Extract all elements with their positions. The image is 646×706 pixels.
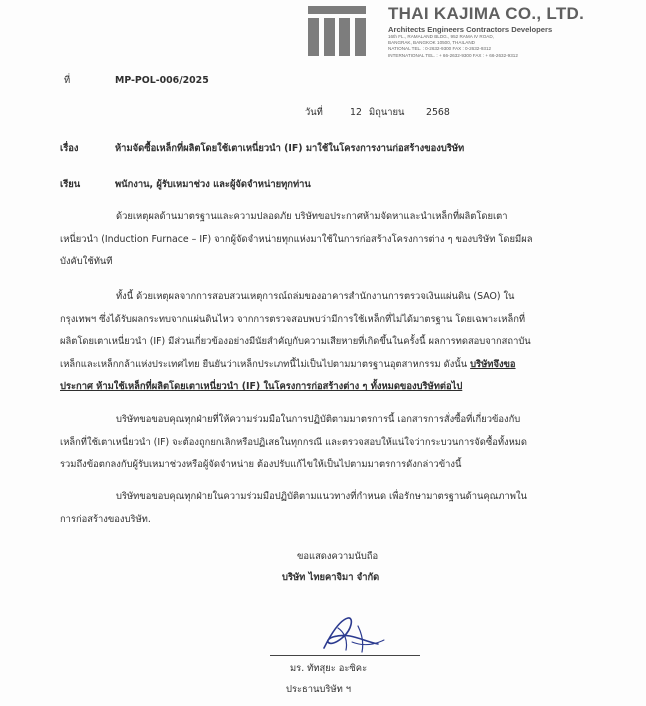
paragraph-line: บริษัทขอขอบคุณทุกฝ่ายที่ให้ความร่วมมือในการปฏิบัติตามมาตรการนี้ เอกสารการสั่งซื้อที่เกี่ยวข้องกับ (116, 414, 521, 425)
ref-label: ที่ (64, 75, 71, 86)
date-month: มิถุนายน (369, 107, 405, 118)
paragraph-line (60, 354, 531, 377)
paragraph-text: เหล็กและเหล็กกล้าแห่งประเทศไทย ยืนยันว่าเหล็กประเภทนี้ไม่เป็นไปตามมาตรฐานอุตสาหกรรม ดังนั้น (60, 358, 468, 370)
date-day: 12 (350, 107, 362, 118)
closing-regards: ขอแสดงความนับถือ (297, 551, 379, 562)
closing-company: บริษัท ไทยคาจิมา จำกัด (282, 572, 380, 583)
paragraph-1 (60, 206, 532, 274)
signature-line (270, 655, 420, 656)
paragraph-4 (60, 486, 527, 531)
paragraph-line: กรุงเทพฯ ซึ่งได้รับผลกระทบจากแผ่นดินไหว จากการตรวจสอบพบว่ามีการใช้เหล็กที่ไม่ได้มาตรฐาน โดยเฉพาะเหล็กที่ (60, 313, 526, 325)
ref-number: MP-POL-006/2025 (115, 75, 209, 86)
paragraph-2 (60, 286, 531, 399)
company-logo (308, 6, 366, 56)
subject-text: ห้ามจัดซื้อเหล็กที่ผลิตโดยใช้เตาเหนี่ยวนำ (IF) มาใช้ในโครงการงานก่อสร้างของบริษัท (115, 143, 465, 154)
paragraph-line: ทั้งนี้ ด้วยเหตุผลจากการสอบสวนเหตุการณ์ถล่มของอาคารสำนักงานการตรวจเงินแผ่นดิน (SAO) ใน (116, 291, 515, 302)
address-line: INTERNATIONAL TEL. : + 66-2632-9300 FAX : + 66-2632-9312 (388, 52, 518, 58)
paragraph-line: การก่อสร้างของบริษัท. (60, 513, 151, 525)
address-line: BANGRAK, BANGKOK 10500, THAILAND (388, 40, 475, 46)
date-label: วันที่ (305, 107, 323, 118)
company-tagline: Architects Engineers Contractors Developers (388, 25, 553, 34)
signature-image (318, 612, 388, 656)
signer-title: ประธานบริษัท ฯ (286, 684, 352, 695)
recipient-text: พนักงาน, ผู้รับเหมาช่วง และผู้จัดจำหน่ายทุกท่าน (115, 179, 311, 190)
address-line: NATIONAL TEL. : 0-2632-9300 FAX : 0-2632-9312 (388, 46, 492, 52)
paragraph-line: รวมถึงข้อตกลงกับผู้รับเหมาช่วงหรือผู้จัดจำหน่าย ต้องปรับแก้ไขให้เป็นไปตามมาตรการดังกล่าวข้างนี้ (60, 459, 462, 471)
paragraph-3 (60, 409, 527, 477)
date-year: 2568 (426, 107, 450, 118)
announcement-highlight: ประกาศ ห้ามใช้เหล็กที่ผลิตโดยเตาเหนี่ยวนำ (IF) ในโครงการก่อสร้างต่าง ๆ ทั้งหมดของบริษัทต่อไป (60, 381, 463, 393)
letterhead (388, 4, 584, 59)
paragraph-line: บริษัทขอขอบคุณทุกฝ่ายในความร่วมมือปฏิบัติตามแนวทางที่กำหนด เพื่อรักษามาตรฐานด้านคุณภาพใน (116, 491, 527, 502)
subject-label: เรื่อง (60, 143, 79, 154)
signer-name: มร. ทัทสุยะ อะซิคะ (290, 663, 368, 674)
paragraph-line: เหล็กที่ใช้เตาเหนี่ยวนำ (IF) จะต้องถูกยกเลิกหรือปฏิเสธในทุกกรณี และตรวจสอบให้แน่ใจว่ากระบวนการจัดซื้อทั้งหมด (60, 436, 528, 448)
announcement-highlight: บริษัทจึงขอ (470, 358, 516, 370)
company-name: THAI KAJIMA CO., LTD. (388, 4, 585, 23)
paragraph-line: ผลิตโดยเตาเหนี่ยวนำ (IF) มีส่วนเกี่ยวข้องอย่างมีนัยสำคัญกับความเสียหายที่เกิดขึ้นในครั้งนี้ ผลการทดสอบจากสถาบัน (60, 336, 531, 348)
paragraph-line: บังคับใช้ทันที (60, 256, 113, 268)
paragraph-line: เหนี่ยวนำ (Induction Furnace – IF) จากผู้จัดจำหน่ายทุกแห่งมาใช้ในการก่อสร้างโครงการต่าง ๆ ของบริษัท โดยมีผล (60, 233, 533, 245)
address-line: 16th FL., RAMALAND BLDG., 952 RAMA IV ROAD, (388, 34, 494, 39)
paragraph-line: ด้วยเหตุผลด้านมาตรฐานและความปลอดภัย บริษัทขอประกาศห้ามจัดหาและนำเหล็กที่ผลิตโดยเตา (116, 211, 508, 222)
recipient-label: เรียน (60, 179, 81, 190)
